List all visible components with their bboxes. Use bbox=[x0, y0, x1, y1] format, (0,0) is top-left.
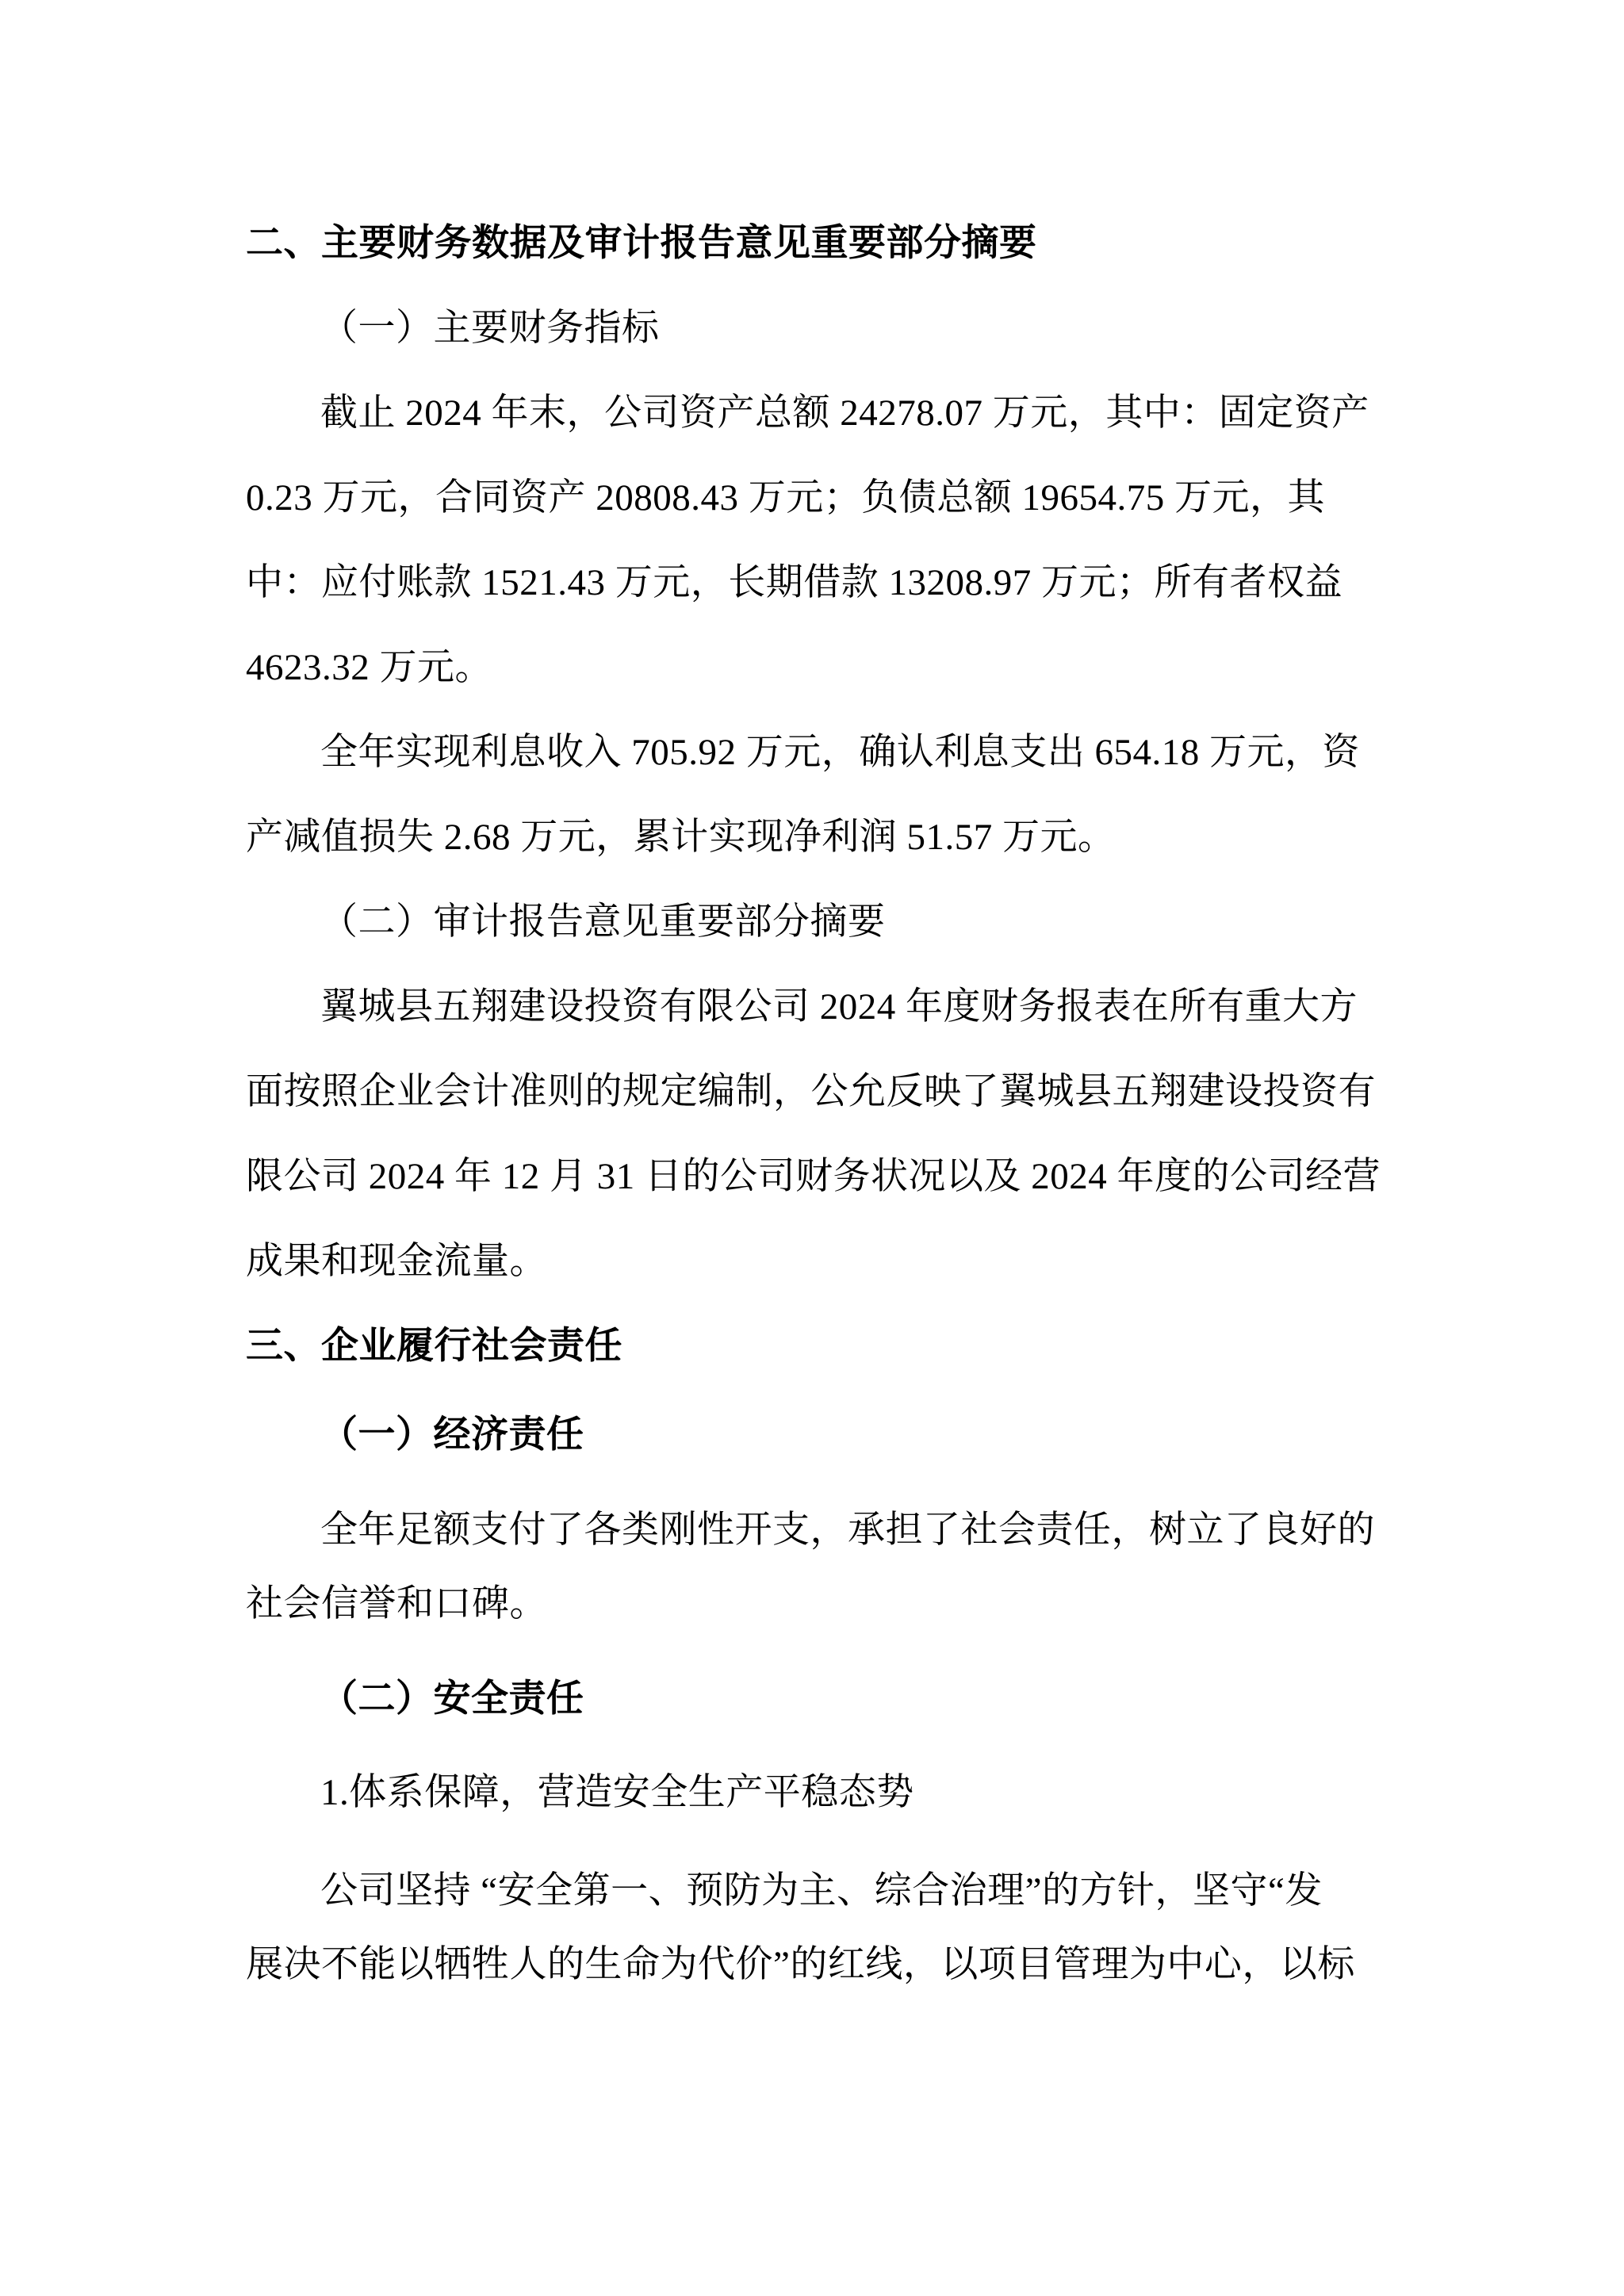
item-heading: 1.体系保障，营造安全生产平稳态势 bbox=[320, 1772, 914, 1813]
subsection-heading: （二）安全责任 bbox=[320, 1678, 584, 1720]
paragraph-line: 截止 2024 年末，公司资产总额 24278.07 万元，其中：固定资产 bbox=[320, 392, 1369, 434]
paragraph-line: 公司坚持 “安全第一、预防为主、综合治理”的方针，坚守“发 bbox=[320, 1870, 1323, 1911]
paragraph-line: 成果和现金流量。 bbox=[246, 1241, 547, 1282]
paragraph-line: 展决不能以牺牲人的生命为代价”的红线，以项目管理为中心，以标 bbox=[246, 1944, 1355, 1985]
document-body bbox=[246, 201, 1381, 2002]
subsection-heading: （二）审计报告意见重要部分摘要 bbox=[320, 901, 886, 943]
paragraph-line: 翼城县五翔建设投资有限公司 2024 年度财务报表在所有重大方 bbox=[320, 986, 1358, 1027]
paragraph-line: 0.23 万元，合同资产 20808.43 万元；负债总额 19654.75 万元，其 bbox=[246, 477, 1325, 519]
paragraph-line: 4623.32 万元。 bbox=[246, 647, 492, 688]
paragraph-line: 全年实现利息收入 705.92 万元，确认利息支出 654.18 万元，资 bbox=[320, 732, 1360, 773]
paragraph-line: 中：应付账款 1521.43 万元，长期借款 13208.97 万元；所有者权益 bbox=[246, 562, 1342, 603]
paragraph-line: 产减值损失 2.68 万元，累计实现净利润 51.57 万元。 bbox=[246, 817, 1116, 858]
paragraph-line: 全年足额支付了各类刚性开支，承担了社会责任，树立了良好的 bbox=[320, 1510, 1375, 1551]
paragraph-line: 社会信誉和口碑。 bbox=[246, 1583, 547, 1624]
subsection-heading: （一）经济责任 bbox=[320, 1414, 584, 1456]
paragraph-line: 限公司 2024 年 12 月 31 日的公司财务状况以及 2024 年度的公司经营 bbox=[246, 1156, 1381, 1197]
paragraph-line: 面按照企业会计准则的规定编制，公允反映了翼城县五翔建设投资有 bbox=[246, 1071, 1376, 1112]
subsection-heading: （一）主要财务指标 bbox=[320, 308, 660, 349]
section-heading: 二、主要财务数据及审计报告意见重要部分摘要 bbox=[246, 223, 1037, 264]
section-heading: 三、企业履行社会责任 bbox=[246, 1326, 622, 1367]
